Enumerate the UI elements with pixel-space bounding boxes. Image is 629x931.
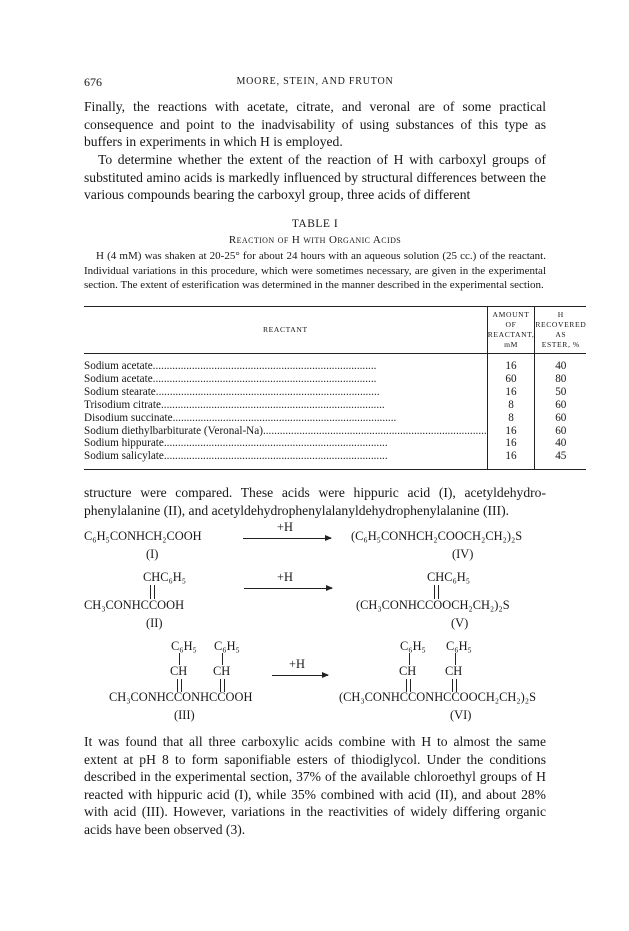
compound-i-label: (I) (146, 547, 159, 561)
leader-dots: ................................................................................ (163, 437, 388, 450)
table-row (84, 373, 586, 386)
compound-v-label: (V) (451, 616, 469, 630)
methine-group: CH (213, 664, 231, 678)
reagent-1: +H (277, 520, 293, 534)
phenyl-group: C₆H₅ (400, 639, 426, 653)
column-header-amount: AMOUNT OF REACTANT, mM (487, 307, 535, 354)
reaction-arrow-2 (244, 588, 332, 589)
reactant-cell: Sodium hippurate................................................................................ (84, 437, 388, 450)
table-row (84, 450, 586, 469)
recovered-cell: 40 (535, 437, 586, 450)
recovered-cell: 80 (535, 373, 586, 386)
amount-cell: 16 (487, 437, 535, 450)
reactant-cell: Trisodium citrate................................................................................ (84, 398, 385, 411)
compound-iii-label: (III) (174, 708, 195, 722)
methine-group: CH (170, 664, 188, 678)
reagent-2: +H (277, 570, 293, 584)
reaction-arrow-3 (272, 675, 328, 676)
column-header-recovered: H RECOVERED AS ESTER, % (535, 307, 586, 354)
table-row (84, 437, 586, 450)
reaction-table (84, 306, 586, 470)
leader-dots: ................................................................................ (152, 360, 377, 372)
paragraph-3: structure were compared. These acids were hippuric acid (I), acetyldehydro-phenylalanine (II), and acetyldehydrophenylalanyldehydrophenylalanine (III). (84, 485, 546, 518)
amount-cell: 8 (487, 412, 535, 425)
amount-cell: 16 (487, 386, 535, 399)
compound-v-side-chain: CHC₆H₅ (427, 570, 471, 584)
double-bond (434, 585, 439, 599)
table-row (84, 425, 586, 438)
compound-iv-formula: (C₆H₅CONHCH₂COOCH₂CH₂)₂S (351, 529, 523, 543)
compound-i-formula: C₆H₅CONHCH₂COOH (84, 529, 202, 543)
compound-iv-label: (IV) (452, 547, 474, 561)
amount-cell: 16 (487, 425, 535, 438)
reactant-cell: Sodium acetate................................................................................ (84, 372, 377, 385)
running-head: MOORE, STEIN, AND FRUTON (236, 76, 394, 87)
recovered-cell: 45 (535, 450, 586, 469)
recovered-cell: 60 (535, 412, 586, 425)
table-row (84, 354, 586, 373)
double-bond (150, 585, 155, 599)
leader-dots: ................................................................................ (152, 372, 377, 385)
table-number: TABLE I (291, 218, 339, 230)
amount-cell: 16 (487, 354, 535, 373)
reactant-cell: Sodium acetate................................................................................ (84, 360, 377, 372)
leader-dots: ................................................................................ (262, 424, 487, 437)
table-header-row (84, 307, 586, 354)
reactant-cell: Sodium salicylate................................................................................ (84, 450, 487, 469)
reactant-cell: Sodium stearate................................................................................ (84, 385, 380, 398)
reagent-3: +H (289, 657, 305, 671)
compound-vi-formula: (CH₃CONHCCONHCCOOCH₂CH₂)₂S (339, 690, 536, 704)
table-row (84, 412, 586, 425)
compound-vi-label: (VI) (450, 708, 472, 722)
amount-cell: 8 (487, 399, 535, 412)
paragraph-2: To determine whether the extent of the reaction of H with carboxyl groups of substituted amino acids is markedly influenced by structural differences between the various compounds bearing the carboxyl group, three acids of different (84, 152, 546, 203)
phenyl-group: C₆H₅ (214, 639, 240, 653)
amount-cell: 60 (487, 373, 535, 386)
reactant-cell: Sodium diethylbarbiturate (Veronal-Na)................................................................................ (84, 424, 487, 437)
column-header-reactant: REACTANT (84, 307, 487, 354)
reactant-cell: Disodium succinate................................................................................ (84, 411, 397, 424)
table-row (84, 399, 586, 412)
methine-group: CH (445, 664, 463, 678)
leader-dots: ................................................................................ (160, 398, 385, 411)
phenyl-group: C₆H₅ (446, 639, 472, 653)
amount-cell: 16 (487, 450, 535, 469)
leader-dots: ................................................................................ (163, 450, 388, 463)
recovered-cell: 50 (535, 386, 586, 399)
compound-ii-side-chain: CHC₆H₅ (143, 570, 187, 584)
leader-dots: ................................................................................ (172, 411, 397, 424)
compound-ii-label: (II) (146, 616, 163, 630)
recovered-cell: 40 (535, 354, 586, 373)
paragraph-4: It was found that all three carboxylic acids combine with H to almost the same extent at pH 8 to form saponifiable esters of thiodiglycol. Under the conditions described in the experimental section, 37% of the available chloroethyl groups of H reacted with hippuric acid (I), while 35% combined with acid (II), and about 28% with acid (III). However, variations in the reactivities of widely differing organic acids have been observed (3). (84, 734, 546, 837)
page-number: 676 (84, 75, 102, 89)
table-title: Reaction of H with Organic Acids (228, 234, 402, 246)
compound-ii-formula: CH₃CONHCCOOH (84, 598, 185, 612)
methine-group: CH (399, 664, 417, 678)
compound-iii-formula: CH₃CONHCCONHCCOOH (109, 690, 253, 704)
table-note: H (4 mM) was shaken at 20-25° for about 24 hours with an aqueous solution (25 cc.) of the reactant. Individual variations in this procedure, which were sometimes necessary, are given in the experimental section. The extent of esterification was determined in the manner described in the experimental section. (84, 250, 546, 291)
leader-dots: ................................................................................ (155, 385, 380, 398)
phenyl-group: C₆H₅ (171, 639, 197, 653)
reaction-arrow-1 (243, 538, 331, 539)
compound-v-formula: (CH₃CONHCCOOCH₂CH₂)₂S (356, 598, 510, 612)
paragraph-1: Finally, the reactions with acetate, citrate, and veronal are of some practical consequence and point to the inadvisability of using substances of this type as buffers in experiments in which H is employed. (84, 99, 546, 150)
recovered-cell: 60 (535, 425, 586, 438)
recovered-cell: 60 (535, 399, 586, 412)
table-row (84, 386, 586, 399)
